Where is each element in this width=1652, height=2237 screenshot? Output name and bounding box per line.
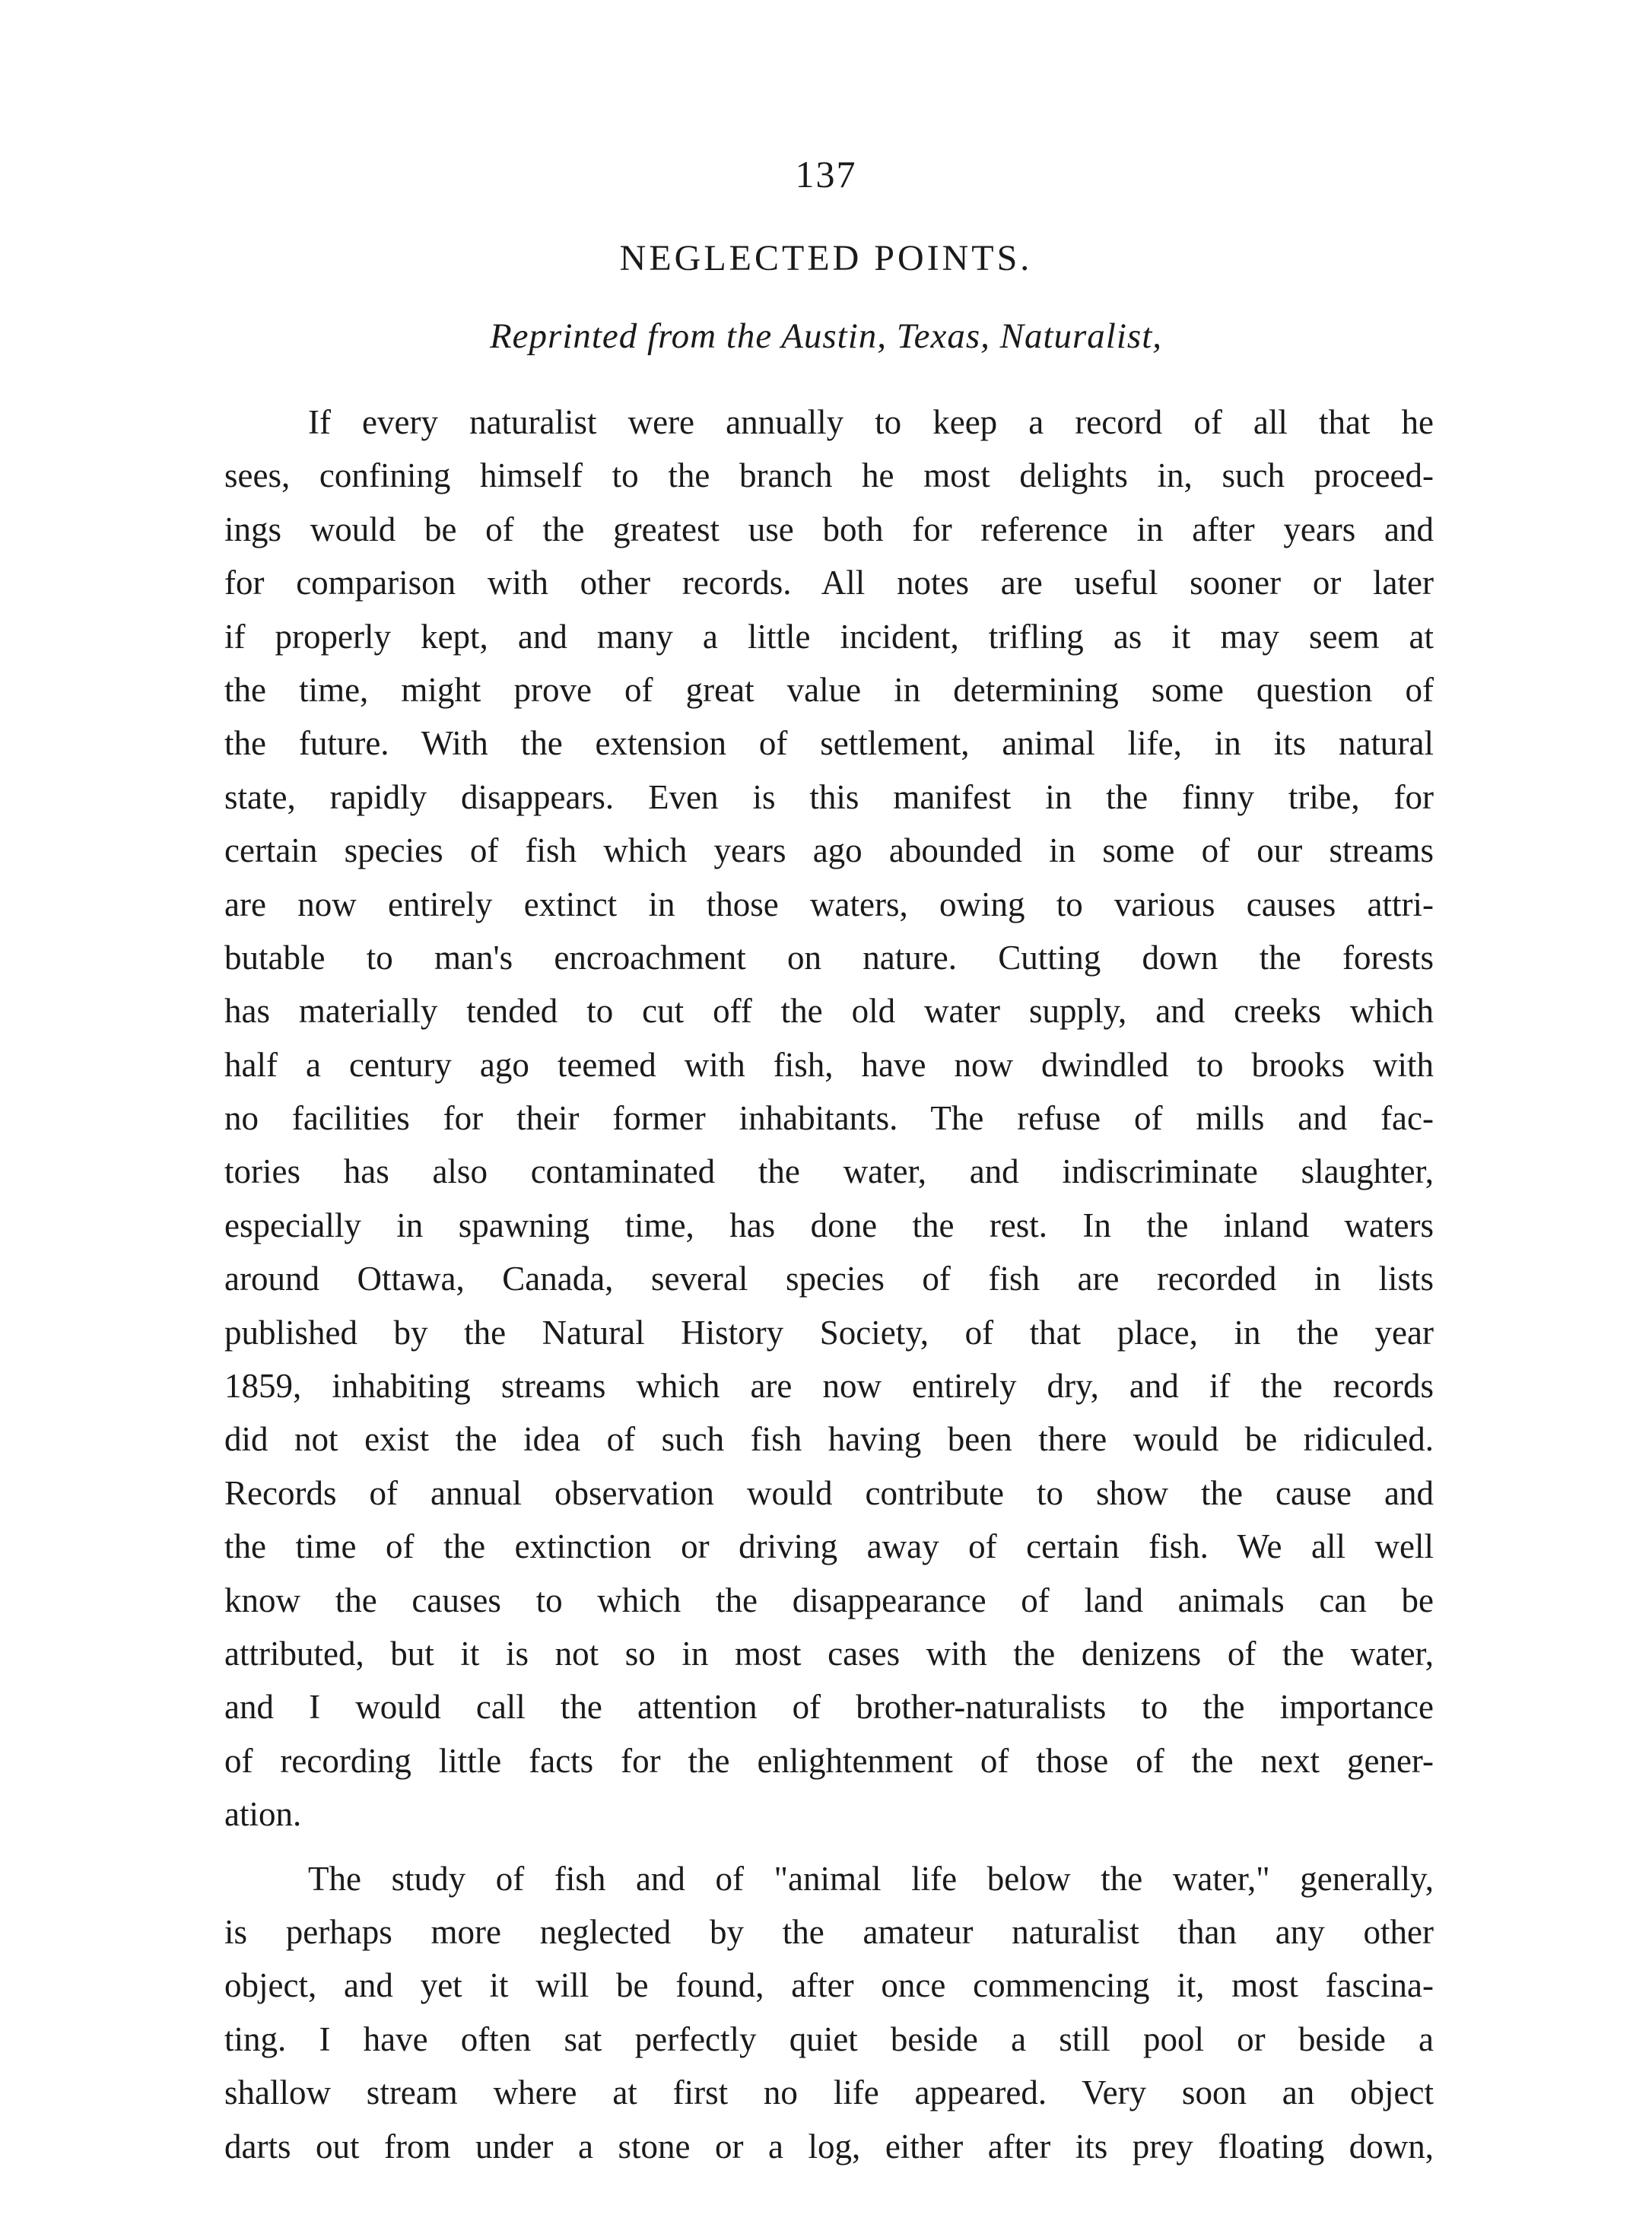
text-line: object, and yet it will be found, after once commencing it, most fascina-	[224, 1966, 1434, 2005]
text-line: of recording little facts for the enlightenment of those of the next gener-	[224, 1741, 1434, 1780]
text-line: published by the Natural History Society, of that place, in the year	[224, 1313, 1434, 1352]
text-line: the future. With the extension of settlement, animal life, in its natural	[224, 724, 1434, 763]
text-line: Records of annual observation would contribute to show the cause and	[224, 1473, 1434, 1512]
text-line: darts out from under a stone or a log, either after its prey floating down,	[224, 2127, 1434, 2166]
text-line: are now entirely extinct in those waters, owing to various causes attri-	[224, 885, 1434, 923]
text-line: especially in spawning time, has done the rest. In the inland waters	[224, 1206, 1434, 1244]
text-line: has materially tended to cut off the old water supply, and creeks which	[224, 992, 1434, 1031]
text-line: the time of the extinction or driving away of certain fish. We all well	[224, 1527, 1434, 1566]
text-line: around Ottawa, Canada, several species of fish are recorded in lists	[224, 1260, 1434, 1298]
text-line: ings would be of the greatest use both for reference in after years and	[224, 510, 1434, 548]
article-body	[224, 396, 1434, 2173]
paragraph-gap	[224, 1841, 1434, 1852]
article-subtitle: Reprinted from the Austin, Texas, Naturalist,	[489, 316, 1163, 356]
text-line: If every naturalist were annually to keep a record of all that he	[308, 403, 1434, 441]
paragraph	[224, 396, 1434, 1841]
text-line: no facilities for their former inhabitants. The refuse of mills and fac-	[224, 1099, 1434, 1138]
text-line: butable to man's encroachment on nature. Cutting down the forests	[224, 938, 1434, 977]
text-line: state, rapidly disappears. Even is this manifest in the finny tribe, for	[224, 777, 1434, 816]
text-line: 1859, inhabiting streams which are now entirely dry, and if the records	[224, 1367, 1434, 1406]
text-line: and I would call the attention of brother-naturalists to the importance	[224, 1688, 1434, 1727]
text-line: did not exist the idea of such fish having been there would be ridiculed.	[224, 1420, 1434, 1459]
text-line: sees, confining himself to the branch he most delights in, such proceed-	[224, 456, 1434, 495]
text-line: ting. I have often sat perfectly quiet beside a still pool or beside a	[224, 2019, 1434, 2058]
text-line: The study of fish and of "animal life below the water," generally,	[308, 1859, 1434, 1898]
text-line: half a century ago teemed with fish, have now dwindled to brooks with	[224, 1045, 1434, 1084]
paragraph	[224, 1852, 1434, 2173]
text-line: if properly kept, and many a little incident, trifling as it may seem at	[224, 617, 1434, 656]
text-line: for comparison with other records. All notes are useful sooner or later	[224, 564, 1434, 602]
text-line: certain species of fish which years ago abounded in some of our streams	[224, 831, 1434, 870]
text-line: shallow stream where at first no life appeared. Very soon an object	[224, 2073, 1434, 2112]
article-title: NEGLECTED POINTS.	[619, 238, 1033, 278]
text-line: attributed, but it is not so in most cases with the denizens of the water,	[224, 1634, 1434, 1673]
text-line: is perhaps more neglected by the amateur naturalist than any other	[224, 1912, 1434, 1951]
text-line: know the causes to which the disappearance of land animals can be	[224, 1581, 1434, 1619]
text-line: ation.	[224, 1795, 302, 1834]
text-line: tories has also contaminated the water, and indiscriminate slaughter,	[224, 1152, 1434, 1191]
page-number: 137	[795, 153, 857, 195]
text-line: the time, might prove of great value in determining some question of	[224, 670, 1434, 709]
